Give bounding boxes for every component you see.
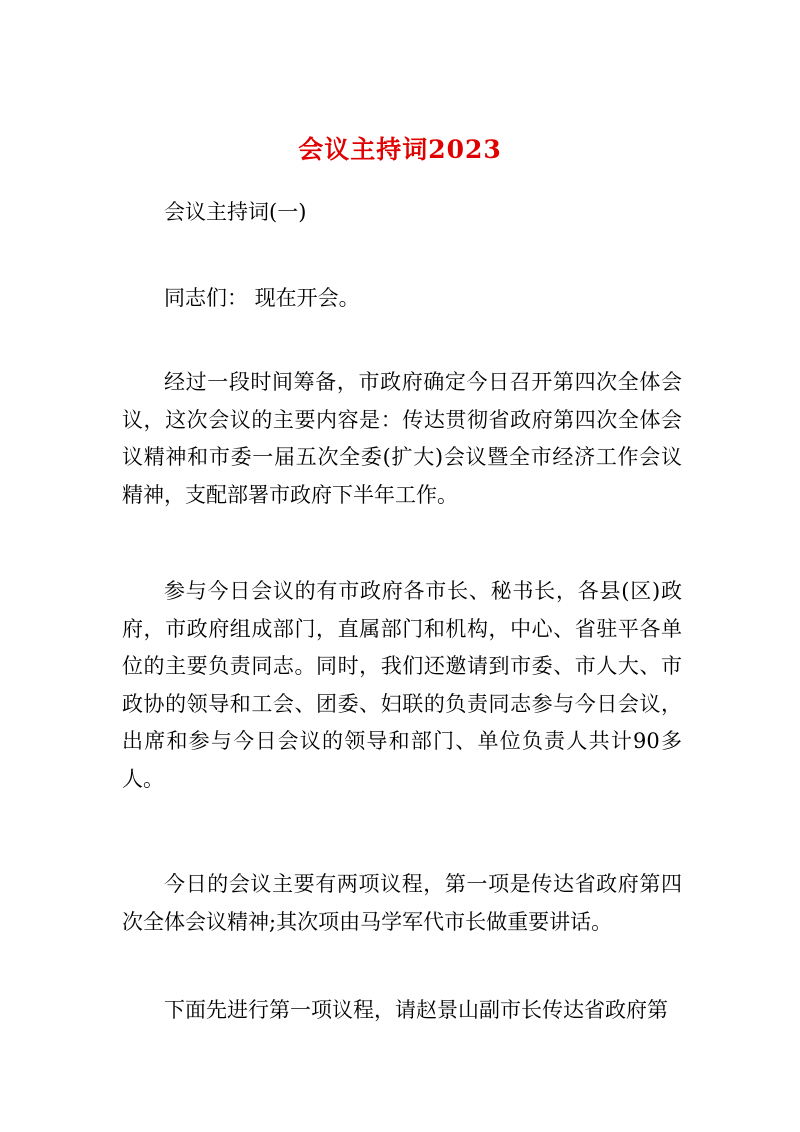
paragraph-agenda: 今日的会议主要有两项议程，第一项是传达省政府第四次全体会议精神;其次项由马学军代市长做重要讲话。	[122, 872, 682, 934]
paragraph-meeting-purpose: 经过一段时间筹备，市政府确定今日召开第四次全体会议，这次会议的主要内容是：传达贯彻省政府第四次全体会议精神和市委一届五次全委(扩大)会议暨全市经济工作会议精神，支配部署市政府下半年工作。	[122, 370, 682, 507]
paragraph-first-item: 下面先进行第一项议程，请赵景山副市长传达省政府第	[164, 998, 668, 1022]
document-title: 会议主持词2023	[298, 135, 502, 164]
paragraph-greeting: 同志们： 现在开会。	[164, 286, 360, 310]
paragraph-heading: 会议主持词(一)	[164, 200, 307, 224]
paragraph-attendees: 参与今日会议的有市政府各市长、秘书长，各县(区)政府，市政府组成部门，直属部门和机构，中心、省驻平各单位的主要负责同志。同时，我们还邀请到市委、市人大、市政协的领导和工会、团委、妇联的负责同志参与今日会议，出席和参与今日会议的领导和部门、单位负责人共计90多人。	[122, 579, 682, 791]
